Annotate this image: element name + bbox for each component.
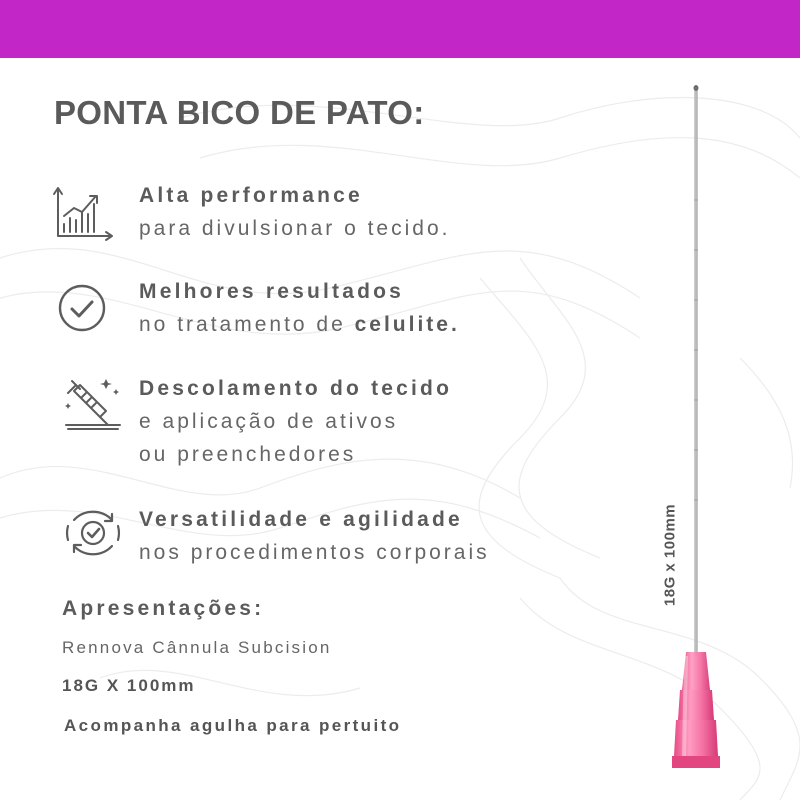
feature-description: para divulsionar o tecido. (139, 217, 451, 240)
cannula-needle-icon (640, 80, 760, 800)
page-title: PONTA BICO DE PATO: (54, 94, 425, 131)
feature-description: e aplicação de ativos (139, 410, 399, 433)
feature-heading: Descolamento do tecido (139, 377, 453, 400)
cycle-check-icon (60, 502, 126, 569)
product-size-label: 18G x 100mm (661, 503, 679, 607)
syringe-icon (60, 375, 126, 436)
feature-description: ou preenchedores (139, 443, 357, 466)
feature-description-highlight: celulite. (354, 313, 460, 336)
feature-heading: Versatilidade e agilidade (139, 508, 463, 531)
feature-description (139, 308, 460, 341)
feature-heading: Alta performance (139, 184, 363, 207)
presentation-product-name: Rennova Cânnula Subcision (62, 638, 332, 657)
presentation-title: Apresentações: (62, 597, 265, 620)
top-accent-bar (0, 0, 800, 58)
check-circle-icon (56, 282, 108, 339)
feature-heading: Melhores resultados (139, 280, 405, 303)
feature-description-text: no tratamento de (139, 313, 355, 336)
presentation-size: 18G X 100mm (62, 676, 196, 695)
presentation-note: Acompanha agulha para pertuito (64, 716, 402, 735)
growth-chart-icon (52, 184, 114, 247)
feature-description: nos procedimentos corporais (139, 541, 490, 564)
